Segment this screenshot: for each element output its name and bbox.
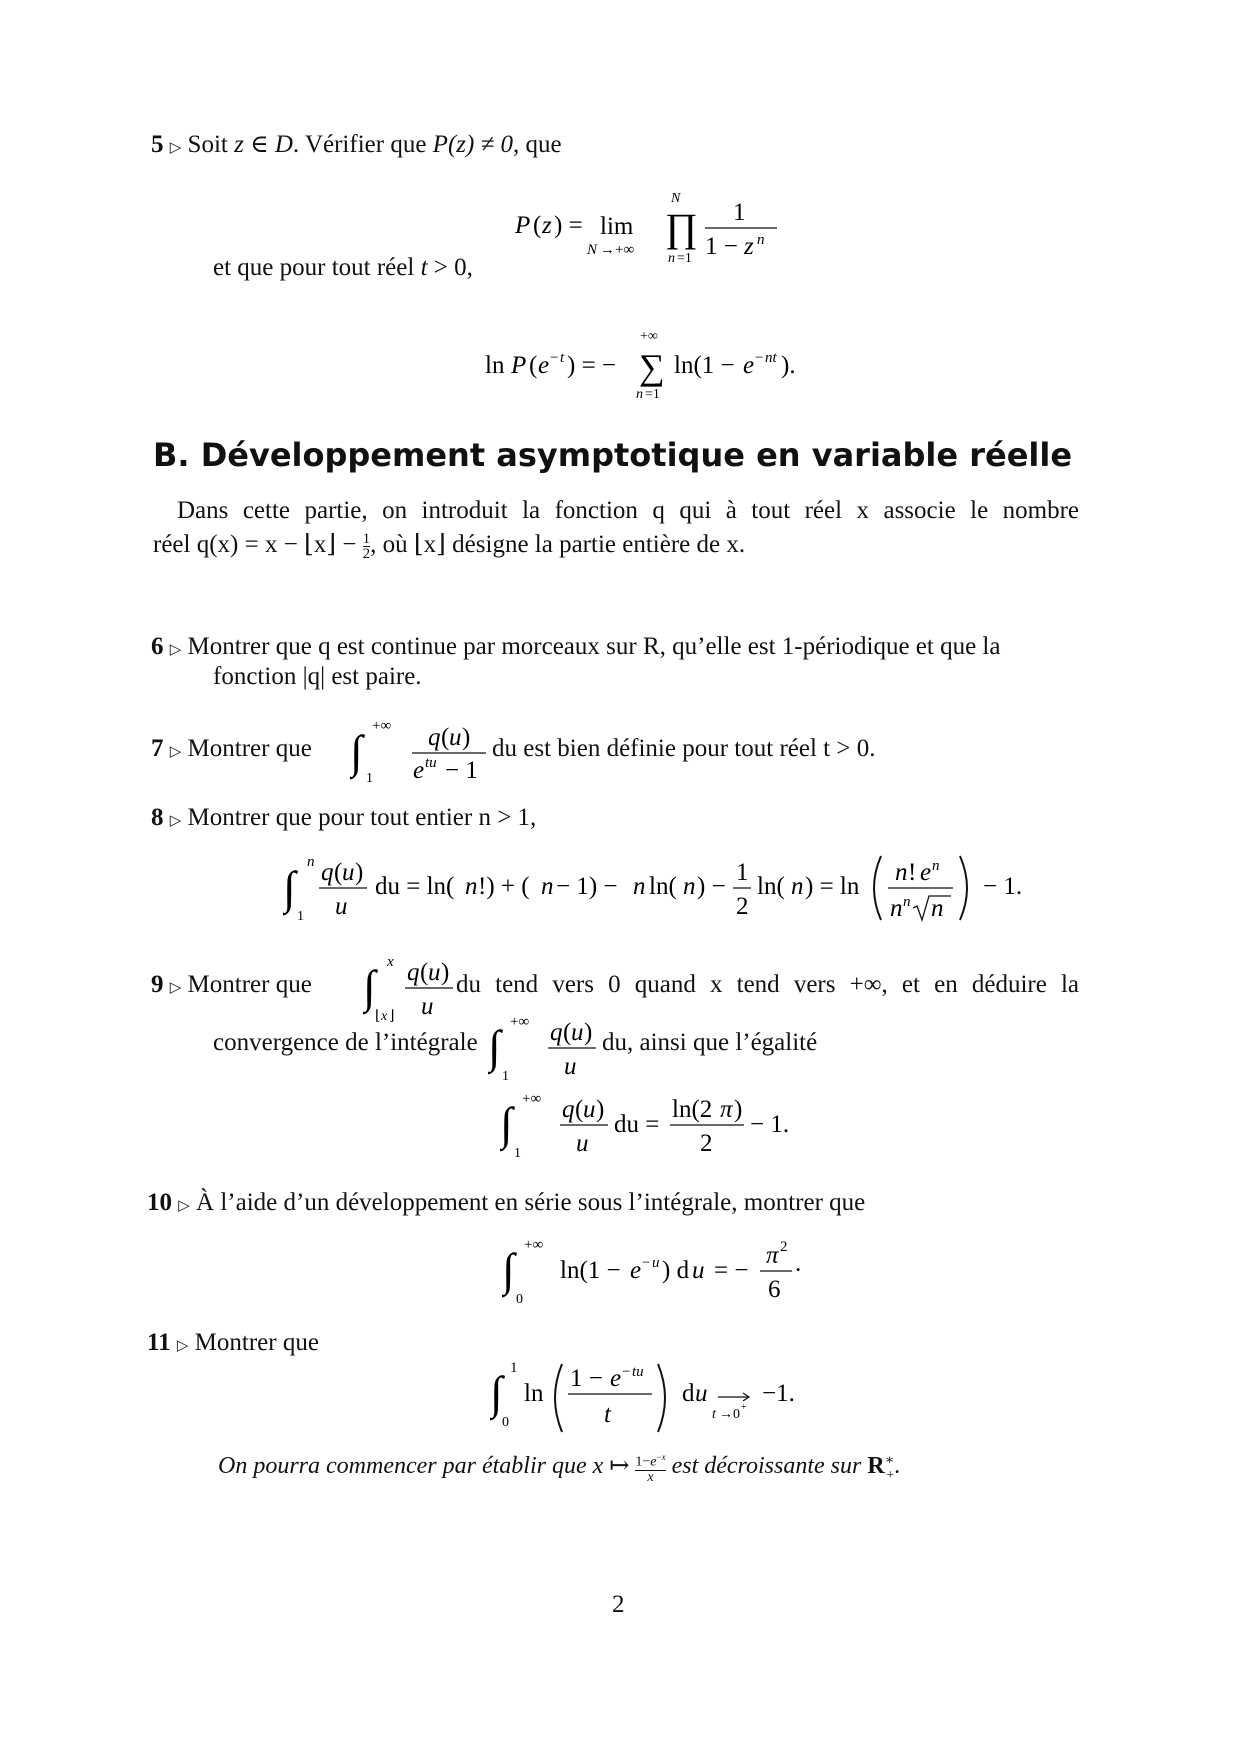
intro-line-2 <box>153 530 745 561</box>
text: Montrer que q est continue par morceaux sur R, qu’elle est 1-périodique et que la <box>187 633 1001 660</box>
integral-q9-b <box>488 1010 598 1089</box>
question-5 <box>151 130 562 162</box>
svg-text:e: e <box>743 352 755 379</box>
svg-text:(: ( <box>533 212 542 239</box>
svg-text:ln(: ln( <box>649 873 677 900</box>
svg-text:(: ( <box>529 352 538 379</box>
svg-text:n: n <box>931 895 944 922</box>
question-7-end: du est bien définie pour tout réel t > 0. <box>492 735 876 762</box>
svg-text:q: q <box>321 859 334 886</box>
svg-text:u: u <box>583 1096 596 1123</box>
svg-text:= −: = − <box>714 1257 749 1284</box>
svg-text:∑: ∑ <box>639 347 665 387</box>
svg-text:!) + (: !) + ( <box>478 873 530 900</box>
svg-text:n: n <box>668 251 675 266</box>
svg-text:ln(1 −: ln(1 − <box>560 1257 621 1284</box>
svg-text:n: n <box>757 232 765 248</box>
svg-text:n: n <box>683 873 696 900</box>
svg-text:u: u <box>428 959 441 986</box>
svg-text:u: u <box>449 724 462 751</box>
intro-line-1: Dans cette partie, on introduit la fonction q qui à tout réel x associe le nombre <box>177 497 1079 524</box>
svg-text:∫: ∫ <box>500 1098 513 1149</box>
svg-text:−1.: −1. <box>762 1380 795 1407</box>
svg-text:(: ( <box>441 724 450 751</box>
question-number: 6 <box>151 633 164 660</box>
svg-text:N: N <box>671 192 681 206</box>
svg-text:+∞: +∞ <box>524 1237 544 1253</box>
svg-text:=1: =1 <box>645 387 660 402</box>
hint-fraction: $\frac{1-e^{-x}}{x}$ <box>635 1452 666 1485</box>
equation-q9 <box>500 1087 800 1171</box>
svg-text:− 1: − 1 <box>445 757 478 784</box>
svg-text:n: n <box>636 387 643 402</box>
question-6-line-2: fonction |q| est paire. <box>213 663 422 690</box>
svg-text:+∞: +∞ <box>510 1014 530 1030</box>
svg-text:∫: ∫ <box>488 1021 501 1072</box>
question-9-end: du tend vers 0 quand x tend vers +∞, et en déduire la <box>456 971 1079 998</box>
math-symbol: ∈ <box>250 131 269 158</box>
equation-product <box>515 192 795 276</box>
svg-text:) = ln: ) = ln <box>805 873 860 900</box>
svg-text:u: u <box>342 859 355 886</box>
svg-text:): ) <box>734 1096 743 1123</box>
svg-text:n: n <box>465 873 478 900</box>
svg-text:0: 0 <box>516 1292 523 1307</box>
svg-text:1: 1 <box>514 1146 521 1161</box>
svg-text:): ) <box>584 1019 593 1046</box>
text: . Vérifier que <box>292 131 427 158</box>
triangle-marker-icon: ▷ <box>169 742 182 760</box>
svg-text:−: − <box>550 350 559 366</box>
section-b-title: B. Développement asymptotique en variable réelle <box>153 436 1073 474</box>
svg-text:u: u <box>695 1380 708 1407</box>
svg-text:tu: tu <box>632 1364 644 1380</box>
svg-text:nt: nt <box>765 350 777 366</box>
svg-text:∫: ∫ <box>502 1244 515 1295</box>
svg-text:(: ( <box>563 1019 572 1046</box>
question-number: 11 <box>147 1329 171 1356</box>
svg-text:x: x <box>381 1009 388 1024</box>
svg-text:→0: →0 <box>719 1407 740 1422</box>
reals-symbol: R <box>867 1452 885 1479</box>
triangle-marker-icon: ▷ <box>169 811 182 829</box>
question-number: 5 <box>151 131 164 158</box>
triangle-marker-icon: ▷ <box>169 138 182 156</box>
svg-text:−: − <box>642 1255 651 1271</box>
svg-text:lim: lim <box>600 213 634 240</box>
svg-text:(: ( <box>334 859 343 886</box>
svg-text:6: 6 <box>768 1276 781 1303</box>
svg-text:u: u <box>692 1257 705 1284</box>
text: Montrer que <box>187 735 312 762</box>
svg-text:t: t <box>712 1407 716 1422</box>
svg-text:− 1) −: − 1) − <box>556 873 618 900</box>
svg-text:n: n <box>791 873 804 900</box>
svg-text:∫: ∫ <box>283 862 296 913</box>
svg-text:ln: ln <box>485 352 505 379</box>
equation-q8 <box>283 848 1023 932</box>
text: réel q(x) = x − ⌊x⌋ − <box>153 531 357 558</box>
svg-text:e: e <box>630 1257 642 1284</box>
svg-text:): ) <box>441 959 450 986</box>
svg-text:z: z <box>542 212 552 239</box>
svg-text:q: q <box>550 1019 563 1046</box>
svg-text:∫: ∫ <box>363 961 376 1012</box>
svg-text:t: t <box>604 1401 611 1428</box>
svg-text:u: u <box>576 1130 589 1157</box>
svg-text:) d: ) d <box>662 1257 690 1284</box>
svg-text:n: n <box>895 859 908 886</box>
question-number: 10 <box>147 1189 172 1216</box>
svg-text:2: 2 <box>700 1130 713 1157</box>
svg-text:π: π <box>766 1242 779 1269</box>
svg-text:q: q <box>562 1096 575 1123</box>
question-6 <box>151 632 1000 664</box>
svg-text:u: u <box>335 893 348 920</box>
text: Montrer que pour tout entier n > 1, <box>187 804 537 831</box>
question-8 <box>151 803 536 835</box>
math-var: z <box>234 131 244 158</box>
svg-text:u: u <box>652 1255 660 1271</box>
svg-text:·: · <box>794 1257 802 1284</box>
svg-text:u: u <box>571 1019 584 1046</box>
svg-text:): ) <box>596 1096 605 1123</box>
equation-log-sum <box>485 332 815 416</box>
integral-q7 <box>350 712 500 791</box>
svg-text:e: e <box>610 1365 622 1392</box>
integral-q9-a <box>363 950 463 1029</box>
svg-text:+∞: +∞ <box>640 332 658 344</box>
hint-text-end: est décroissante sur <box>671 1452 862 1479</box>
svg-text:n: n <box>903 894 911 910</box>
question-number: 9 <box>151 971 164 998</box>
svg-text:ln(1 −: ln(1 − <box>674 352 735 379</box>
svg-text:q: q <box>407 959 420 986</box>
svg-text:n: n <box>932 858 940 874</box>
svg-text:=1: =1 <box>677 251 692 266</box>
svg-text:P: P <box>511 352 527 379</box>
text: Montrer que <box>187 971 312 998</box>
svg-text:1: 1 <box>510 1360 518 1376</box>
svg-text:e: e <box>920 859 932 886</box>
svg-text:→+∞: →+∞ <box>600 242 635 258</box>
equation-q11 <box>490 1352 820 1446</box>
svg-text:+∞: +∞ <box>372 718 392 734</box>
svg-text:ln(2: ln(2 <box>672 1096 713 1123</box>
section-b-intro <box>153 496 1079 526</box>
question-9-line-2: convergence de l’intégrale <box>213 1029 478 1056</box>
svg-text:1: 1 <box>733 199 746 226</box>
q5-continuation <box>213 253 473 283</box>
svg-text:∫: ∫ <box>350 726 363 777</box>
svg-text:q: q <box>428 724 441 751</box>
text: Soit <box>187 131 228 158</box>
svg-text:1 −: 1 − <box>705 233 738 260</box>
svg-text:tu: tu <box>425 755 437 771</box>
svg-text:): ) <box>355 859 364 886</box>
q11-hint: On pourra commencer par établir que x ↦ $\frac{1-e^{-x}}{x}$ est décroissante sur $R^∗_+$. <box>218 1452 901 1485</box>
svg-text:d: d <box>682 1380 695 1407</box>
svg-text:π: π <box>720 1096 733 1123</box>
math-expr: P(z) ≠ 0 <box>432 131 514 158</box>
text: , que <box>513 131 562 158</box>
svg-text:− 1.: − 1. <box>750 1111 790 1138</box>
svg-text:∫: ∫ <box>490 1367 503 1418</box>
svg-text:+∞: +∞ <box>522 1091 542 1107</box>
question-7 <box>151 734 312 766</box>
equation-q10 <box>502 1233 802 1317</box>
svg-text:z: z <box>744 233 754 260</box>
svg-text:1 −: 1 − <box>570 1365 603 1392</box>
svg-text:+: + <box>741 1402 747 1413</box>
svg-text:ln(: ln( <box>757 873 785 900</box>
svg-text:): ) <box>462 724 471 751</box>
svg-text:n: n <box>307 854 315 870</box>
svg-text:1: 1 <box>736 859 749 886</box>
svg-text:(: ( <box>420 959 429 986</box>
svg-text:N: N <box>587 242 598 258</box>
question-11 <box>147 1328 319 1360</box>
svg-text:2: 2 <box>780 1239 788 1255</box>
triangle-marker-icon: ▷ <box>169 978 182 996</box>
svg-text:0: 0 <box>502 1415 509 1430</box>
math-var: D <box>274 131 293 158</box>
question-9-line-2-end: du, ainsi que l’égalité <box>602 1029 818 1056</box>
question-number: 8 <box>151 804 164 831</box>
math-var: t <box>420 254 428 281</box>
svg-text:−: − <box>755 350 764 366</box>
text: Montrer que <box>194 1329 319 1356</box>
svg-text:1: 1 <box>502 1069 509 1084</box>
svg-text:− 1.: − 1. <box>983 873 1023 900</box>
text: > 0, <box>433 254 473 281</box>
svg-text:du = ln(: du = ln( <box>375 873 455 900</box>
text: , où ⌊x⌋ désigne la partie entière de x. <box>370 531 746 558</box>
question-10 <box>147 1188 866 1220</box>
svg-text:e: e <box>538 352 550 379</box>
svg-text:⌋: ⌋ <box>389 1009 395 1024</box>
svg-text:u: u <box>564 1053 577 1080</box>
svg-text:⌊: ⌊ <box>375 1009 381 1024</box>
svg-text:ln: ln <box>524 1380 544 1407</box>
svg-text:u: u <box>421 993 434 1020</box>
svg-text:).: ). <box>781 352 796 379</box>
svg-text:!: ! <box>908 859 917 886</box>
svg-text:1: 1 <box>366 771 373 786</box>
svg-text:(: ( <box>575 1096 584 1123</box>
question-number: 7 <box>151 735 164 762</box>
hint-text: On pourra commencer par établir que x ↦ <box>218 1452 630 1479</box>
svg-text:t: t <box>560 350 565 366</box>
svg-text:) = −: ) = − <box>567 352 617 379</box>
svg-text:) =: ) = <box>554 212 583 239</box>
svg-text:P: P <box>515 212 531 239</box>
svg-text:2: 2 <box>736 893 749 920</box>
svg-text:x: x <box>387 954 394 970</box>
fraction-half: $\frac{1}{2}$ <box>362 530 371 562</box>
svg-text:e: e <box>413 757 425 784</box>
triangle-marker-icon: ▷ <box>178 1196 190 1214</box>
text: et que pour tout réel <box>213 254 415 281</box>
text: À l’aide d’un développement en série sous l’intégrale, montrer que <box>196 1189 866 1216</box>
svg-text:du =: du = <box>614 1111 660 1138</box>
triangle-marker-icon: ▷ <box>176 1336 189 1354</box>
triangle-marker-icon: ▷ <box>169 640 182 658</box>
question-9 <box>151 970 312 1002</box>
page-number: 2 <box>612 1591 625 1618</box>
svg-text:n: n <box>890 895 903 922</box>
svg-text:∏: ∏ <box>665 205 698 250</box>
svg-text:) −: ) − <box>697 873 726 900</box>
svg-text:n: n <box>541 873 554 900</box>
svg-text:−: − <box>622 1364 631 1380</box>
svg-text:n: n <box>633 873 646 900</box>
svg-text:1: 1 <box>297 909 304 924</box>
